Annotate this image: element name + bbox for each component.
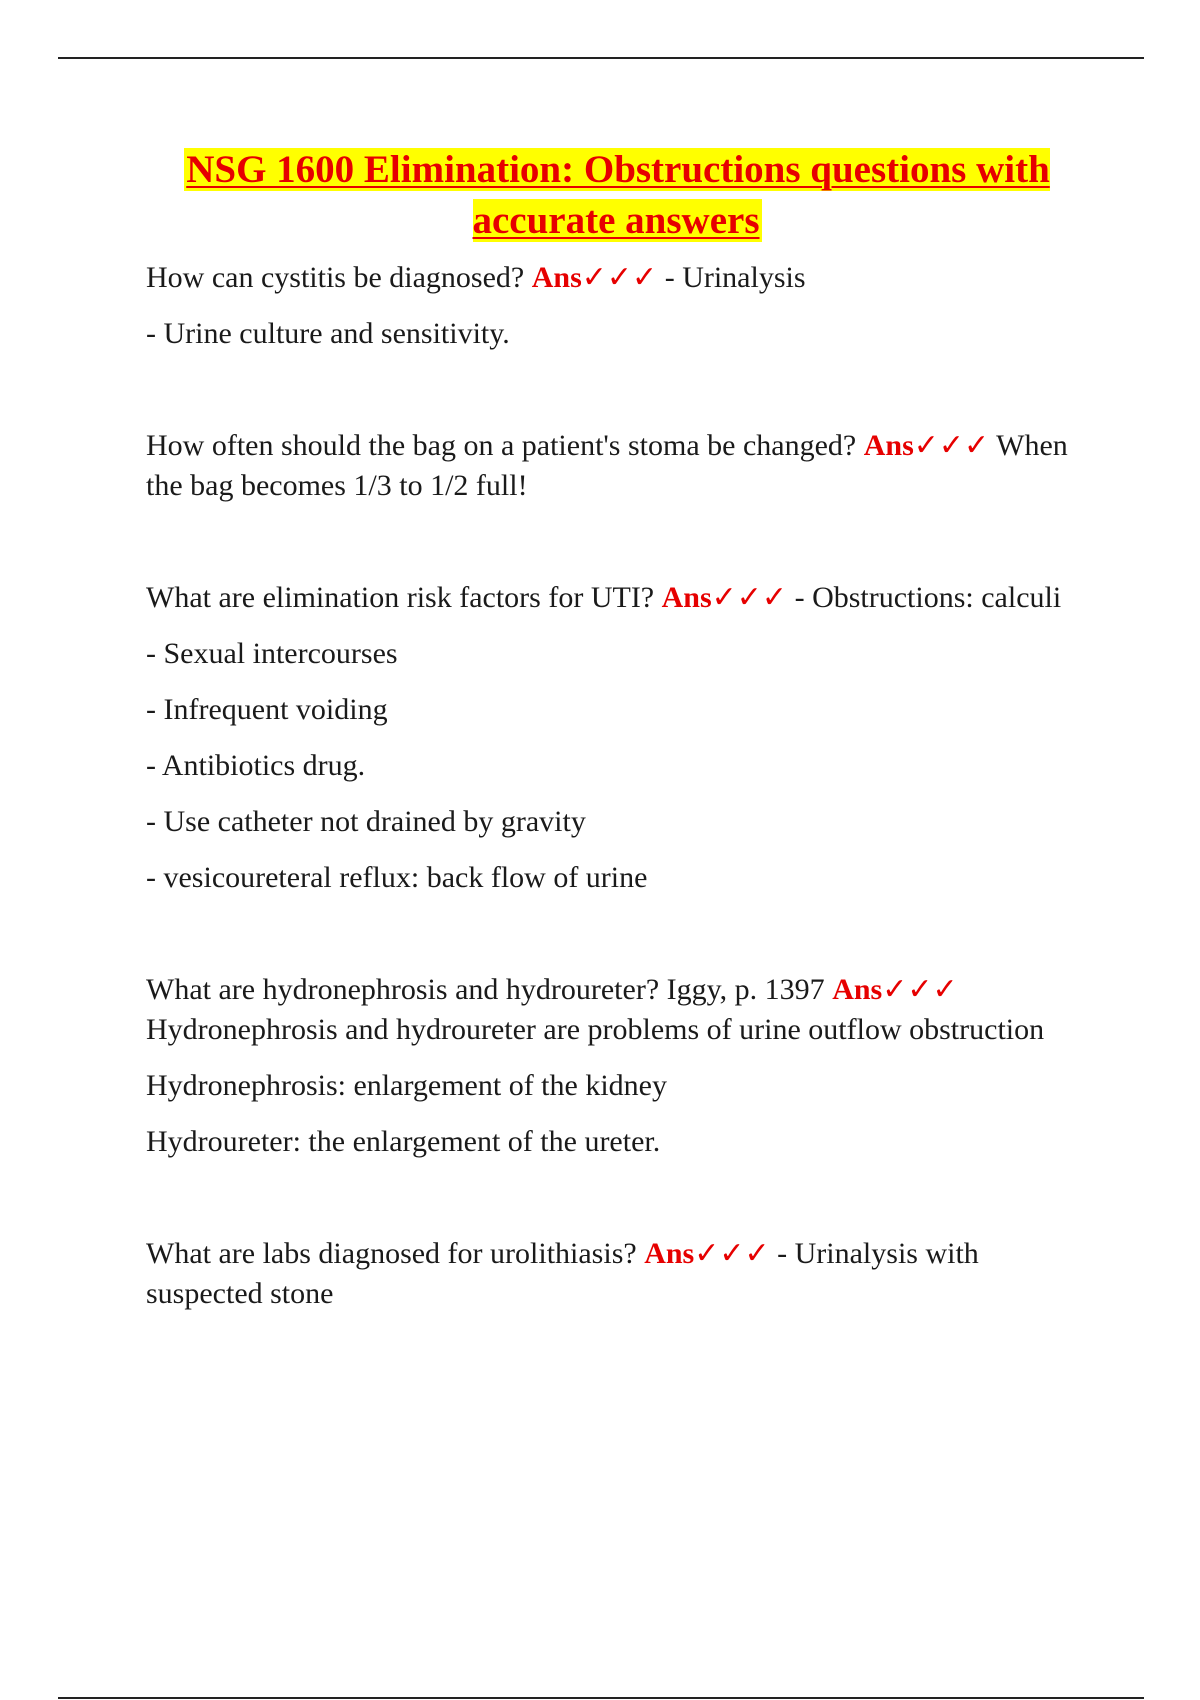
- checkmark-icons: ✓✓✓: [711, 581, 788, 614]
- qa-item: [146, 578, 1076, 898]
- answer-line: - Urine culture and sensitivity.: [146, 317, 510, 350]
- bottom-rule: [58, 1697, 1144, 1699]
- qa-item: [146, 970, 1076, 1162]
- question-text: What are elimination risk factors for UTI?: [146, 581, 655, 614]
- answer-line: - Infrequent voiding: [146, 693, 388, 726]
- answer-line: - vesicoureteral reflux: back flow of urine: [146, 861, 648, 894]
- qa-question-line: [146, 970, 1076, 1050]
- answer-text: When the bag becomes 1/3 to 1/2 full!: [146, 429, 1068, 502]
- qa-question-line: [146, 426, 1076, 506]
- document-title-text: NSG 1600 Elimination: Obstructions questions with accurate answers: [186, 148, 1050, 242]
- answer-line: - Sexual intercourses: [146, 637, 398, 670]
- qa-question-line: [146, 578, 1076, 618]
- qa-content: [146, 258, 1076, 1330]
- qa-question-line: [146, 258, 1076, 298]
- answer-text: Hydronephrosis and hydroureter are problems of urine outflow obstruction: [146, 1013, 1045, 1046]
- checkmark-icons: ✓✓✓: [882, 973, 958, 1006]
- answer-text: - Obstructions: calculi: [787, 581, 1062, 614]
- answer-label: Ans: [863, 429, 914, 462]
- checkmark-icons: ✓✓✓: [581, 261, 658, 294]
- top-rule: [58, 57, 1144, 59]
- question-text: What are labs diagnosed for urolithiasis?: [146, 1237, 637, 1270]
- answer-label: Ans: [832, 973, 883, 1006]
- answer-line: Hydronephrosis: enlargement of the kidney: [146, 1069, 667, 1102]
- qa-item: [146, 258, 1076, 354]
- answer-label: Ans: [661, 581, 712, 614]
- checkmark-icons: ✓✓✓: [913, 429, 990, 462]
- checkmark-icons: ✓✓✓: [694, 1237, 770, 1270]
- answer-label: Ans: [531, 261, 582, 294]
- answer-text: - Urinalysis: [657, 261, 806, 294]
- document-title: [120, 144, 1114, 246]
- qa-item: [146, 1234, 1076, 1314]
- answer-line: - Antibiotics drug.: [146, 749, 366, 782]
- qa-item: [146, 426, 1076, 506]
- question-text: How often should the bag on a patient's stoma be changed?: [146, 429, 857, 462]
- question-text: How can cystitis be diagnosed?: [146, 261, 525, 294]
- answer-line: Hydroureter: the enlargement of the ureter.: [146, 1125, 661, 1158]
- answer-label: Ans: [644, 1237, 695, 1270]
- answer-line: - Use catheter not drained by gravity: [146, 805, 586, 838]
- qa-question-line: [146, 1234, 1076, 1314]
- answer-text: - Urinalysis with suspected stone: [146, 1237, 979, 1310]
- question-text: What are hydronephrosis and hydroureter? Iggy, p. 1397: [146, 973, 825, 1006]
